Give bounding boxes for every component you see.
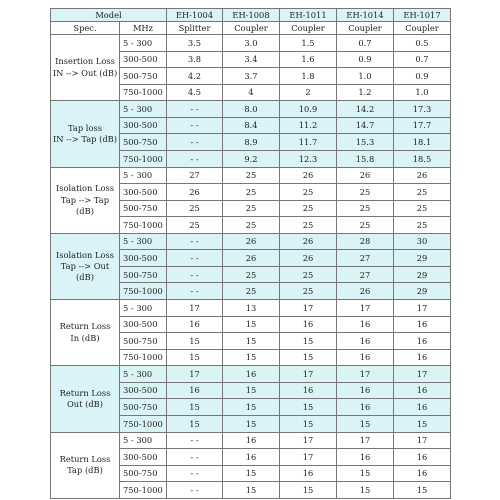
spec-group-label-line: Tap --> Out (dB) — [60, 260, 110, 282]
value-cell: 11.2 — [280, 117, 337, 134]
spec-group-label — [51, 167, 120, 233]
value-cell: 15 — [280, 399, 337, 416]
value-cell: 29 — [394, 250, 451, 267]
model-type: Splitter — [167, 22, 223, 35]
value-cell: 1.0 — [394, 84, 451, 101]
value-cell: 16 — [337, 316, 394, 333]
value-cell: - - — [167, 465, 223, 482]
value-cell: 17 — [167, 300, 223, 317]
value-cell: 0.7 — [337, 35, 394, 52]
value-cell: 17 — [337, 366, 394, 383]
value-cell: 17 — [280, 449, 337, 466]
value-cell: 15.8 — [337, 150, 394, 167]
spec-group-label-line: In (dB) — [70, 332, 100, 343]
value-cell: 15 — [394, 482, 451, 499]
value-cell: 14.7 — [337, 117, 394, 134]
value-cell: 25 — [223, 283, 280, 300]
value-cell: 15 — [223, 349, 280, 366]
frequency-band: 500-750 — [120, 465, 167, 482]
spec-group-label-line: Return Loss — [59, 454, 111, 465]
value-cell: 16 — [394, 465, 451, 482]
table-row — [51, 35, 451, 52]
frequency-band: 750-1000 — [120, 150, 167, 167]
model-type: Coupler — [394, 22, 451, 35]
value-cell: 12.3 — [280, 150, 337, 167]
spec-group-label — [51, 233, 120, 299]
value-cell: 26 — [280, 250, 337, 267]
value-cell: 1.8 — [280, 68, 337, 85]
value-cell: 1.5 — [280, 35, 337, 52]
model-type: Coupler — [337, 22, 394, 35]
value-cell: 9.2 — [223, 150, 280, 167]
value-cell: 25 — [337, 217, 394, 234]
value-cell: 3.4 — [223, 51, 280, 68]
value-cell: 16 — [337, 382, 394, 399]
value-cell: 16 — [394, 382, 451, 399]
frequency-band: 5 - 300 — [120, 432, 167, 449]
value-cell: 25 — [223, 184, 280, 201]
value-cell: 25 — [280, 184, 337, 201]
value-cell: - - — [167, 233, 223, 250]
spec-group-label — [51, 35, 120, 101]
spec-group-label-line: Insertion Loss — [55, 56, 115, 67]
value-cell: 26 — [337, 283, 394, 300]
value-cell: 3.7 — [223, 68, 280, 85]
frequency-band: 300-500 — [120, 250, 167, 267]
spec-group-label — [51, 101, 120, 167]
value-cell: 15 — [337, 465, 394, 482]
value-cell: 29 — [394, 283, 451, 300]
table-row — [51, 366, 451, 383]
value-cell: 26 — [337, 167, 394, 184]
frequency-band: 300-500 — [120, 184, 167, 201]
value-cell: 15 — [223, 382, 280, 399]
spec-table — [50, 8, 451, 499]
spec-group-label — [51, 432, 120, 499]
value-cell: 8.4 — [223, 117, 280, 134]
value-cell: 15.3 — [337, 134, 394, 151]
value-cell: 29 — [394, 266, 451, 283]
value-cell: 26 — [394, 167, 451, 184]
value-cell: 25 — [223, 266, 280, 283]
value-cell: 3.8 — [167, 51, 223, 68]
value-cell: 17 — [280, 300, 337, 317]
value-cell: 15 — [223, 316, 280, 333]
value-cell: - - — [167, 250, 223, 267]
value-cell: 25 — [167, 200, 223, 217]
value-cell: 15 — [223, 465, 280, 482]
value-cell: 26 — [223, 233, 280, 250]
value-cell: 4.5 — [167, 84, 223, 101]
value-cell: 17 — [337, 300, 394, 317]
value-cell: 15 — [167, 399, 223, 416]
value-cell: 15 — [223, 482, 280, 499]
value-cell: 15 — [167, 333, 223, 350]
value-cell: 15 — [223, 415, 280, 432]
table-row — [51, 432, 451, 449]
value-cell: 15 — [167, 349, 223, 366]
frequency-band: 500-750 — [120, 333, 167, 350]
value-cell: 15 — [337, 415, 394, 432]
frequency-band: 5 - 300 — [120, 167, 167, 184]
value-cell: 25 — [167, 217, 223, 234]
value-cell: - - — [167, 134, 223, 151]
spec-group-label-line: Isolation Loss — [55, 249, 115, 260]
value-cell: 4.2 — [167, 68, 223, 85]
value-cell: 16 — [280, 382, 337, 399]
value-cell: 17.3 — [394, 101, 451, 118]
value-cell: 30 — [394, 233, 451, 250]
value-cell: 15 — [280, 349, 337, 366]
frequency-band: 750-1000 — [120, 217, 167, 234]
value-cell: 15 — [223, 399, 280, 416]
value-cell: 27 — [337, 266, 394, 283]
spec-group-label — [51, 300, 120, 366]
value-cell: 25 — [223, 200, 280, 217]
value-cell: 15 — [280, 333, 337, 350]
value-cell: 18.5 — [394, 150, 451, 167]
value-cell: 10.9 — [280, 101, 337, 118]
value-cell: 16 — [394, 399, 451, 416]
table-row — [51, 300, 451, 317]
value-cell: 16 — [280, 465, 337, 482]
value-cell: - - — [167, 150, 223, 167]
spec-group-label-line: Tap --> Tap (dB) — [60, 194, 110, 216]
value-cell: 16 — [223, 432, 280, 449]
value-cell: 1.6 — [280, 51, 337, 68]
value-cell: 15 — [223, 333, 280, 350]
model-name: EH-1004 — [167, 9, 223, 22]
frequency-band: 300-500 — [120, 382, 167, 399]
value-cell: 26 — [280, 233, 337, 250]
table-row — [51, 167, 451, 184]
value-cell: 16 — [167, 316, 223, 333]
frequency-band: 500-750 — [120, 134, 167, 151]
value-cell: 11.7 — [280, 134, 337, 151]
frequency-band: 750-1000 — [120, 349, 167, 366]
value-cell: 17 — [394, 366, 451, 383]
frequency-band: 5 - 300 — [120, 101, 167, 118]
value-cell: 25 — [394, 217, 451, 234]
value-cell: 3.5 — [167, 35, 223, 52]
value-cell: 28 — [337, 233, 394, 250]
value-cell: 17 — [394, 432, 451, 449]
spec-group-label-line: Isolation Loss — [55, 183, 115, 194]
value-cell: 26 — [167, 184, 223, 201]
spec-group-label-line: IN --> Out (dB) — [52, 67, 118, 78]
value-cell: 17 — [394, 300, 451, 317]
value-cell: 15 — [337, 482, 394, 499]
value-cell: 0.9 — [337, 51, 394, 68]
value-cell: 16 — [337, 333, 394, 350]
value-cell: 16 — [394, 316, 451, 333]
value-cell: 8.9 — [223, 134, 280, 151]
value-cell: 27 — [167, 167, 223, 184]
value-cell: 4 — [223, 84, 280, 101]
frequency-band: 750-1000 — [120, 84, 167, 101]
model-name: EH-1008 — [223, 9, 280, 22]
value-cell: 25 — [337, 200, 394, 217]
value-cell: 17 — [280, 366, 337, 383]
value-cell: 17 — [167, 366, 223, 383]
value-cell: 1.2 — [337, 84, 394, 101]
value-cell: - - — [167, 266, 223, 283]
table-row — [51, 101, 451, 118]
model-name: EH-1014 — [337, 9, 394, 22]
frequency-band: 5 - 300 — [120, 35, 167, 52]
value-cell: 14.2 — [337, 101, 394, 118]
value-cell: - - — [167, 432, 223, 449]
value-cell: - - — [167, 283, 223, 300]
frequency-band: 300-500 — [120, 449, 167, 466]
model-type: Coupler — [280, 22, 337, 35]
model-label: Model — [51, 9, 167, 22]
value-cell: 15 — [280, 415, 337, 432]
model-row — [51, 9, 451, 22]
value-cell: 16 — [223, 449, 280, 466]
value-cell: 15 — [394, 415, 451, 432]
value-cell: 16 — [337, 399, 394, 416]
value-cell: 26 — [280, 167, 337, 184]
value-cell: 16 — [223, 366, 280, 383]
value-cell: 1.0 — [337, 68, 394, 85]
spec-row — [51, 22, 451, 35]
frequency-band: 300-500 — [120, 117, 167, 134]
value-cell: - - — [167, 117, 223, 134]
value-cell: 25 — [280, 200, 337, 217]
value-cell: 0.5 — [394, 35, 451, 52]
value-cell: 17 — [280, 432, 337, 449]
value-cell: 25 — [280, 283, 337, 300]
spec-group-label-line: Return Loss — [59, 387, 111, 398]
value-cell: 16 — [167, 382, 223, 399]
frequency-band: 500-750 — [120, 399, 167, 416]
value-cell: 15 — [280, 482, 337, 499]
frequency-band: 5 - 300 — [120, 233, 167, 250]
value-cell: 25 — [223, 167, 280, 184]
spec-group-label-line: IN --> Tap (dB) — [52, 133, 118, 144]
frequency-band: 500-750 — [120, 200, 167, 217]
value-cell: 2 — [280, 84, 337, 101]
model-type: Coupler — [223, 22, 280, 35]
value-cell: 25 — [223, 217, 280, 234]
frequency-band: 500-750 — [120, 266, 167, 283]
frequency-band: 500-750 — [120, 68, 167, 85]
spec-group-label-line: Return Loss — [59, 321, 111, 332]
freq-unit: MHz — [120, 22, 167, 35]
value-cell: 13 — [223, 300, 280, 317]
frequency-band: 750-1000 — [120, 415, 167, 432]
value-cell: 16 — [394, 349, 451, 366]
spec-group-label-line: Tap (dB) — [67, 465, 103, 476]
value-cell: 16 — [337, 349, 394, 366]
spec-label: Spec. — [51, 22, 120, 35]
value-cell: 17 — [337, 432, 394, 449]
frequency-band: 300-500 — [120, 51, 167, 68]
model-name: EH-1017 — [394, 9, 451, 22]
value-cell: 16 — [394, 449, 451, 466]
spec-group-label — [51, 366, 120, 432]
value-cell: - - — [167, 101, 223, 118]
model-name: EH-1011 — [280, 9, 337, 22]
value-cell: 25 — [394, 184, 451, 201]
value-cell: 8.0 — [223, 101, 280, 118]
frequency-band: 5 - 300 — [120, 300, 167, 317]
value-cell: 0.7 — [394, 51, 451, 68]
value-cell: 25 — [394, 200, 451, 217]
table-row — [51, 233, 451, 250]
value-cell: - - — [167, 482, 223, 499]
value-cell: 17.7 — [394, 117, 451, 134]
value-cell: 16 — [280, 316, 337, 333]
value-cell: - - — [167, 449, 223, 466]
value-cell: 25 — [280, 266, 337, 283]
value-cell: 16 — [337, 449, 394, 466]
value-cell: 0.9 — [394, 68, 451, 85]
frequency-band: 750-1000 — [120, 482, 167, 499]
value-cell: 25 — [337, 184, 394, 201]
value-cell: 18.1 — [394, 134, 451, 151]
value-cell: 26 — [223, 250, 280, 267]
value-cell: 27 — [337, 250, 394, 267]
value-cell: 25 — [280, 217, 337, 234]
spec-group-label-line: Tap loss — [68, 122, 102, 133]
value-cell: 16 — [394, 333, 451, 350]
frequency-band: 300-500 — [120, 316, 167, 333]
value-cell: 15 — [167, 415, 223, 432]
spec-group-label-line: Out (dB) — [67, 398, 103, 409]
value-cell: 3.0 — [223, 35, 280, 52]
frequency-band: 750-1000 — [120, 283, 167, 300]
frequency-band: 5 - 300 — [120, 366, 167, 383]
